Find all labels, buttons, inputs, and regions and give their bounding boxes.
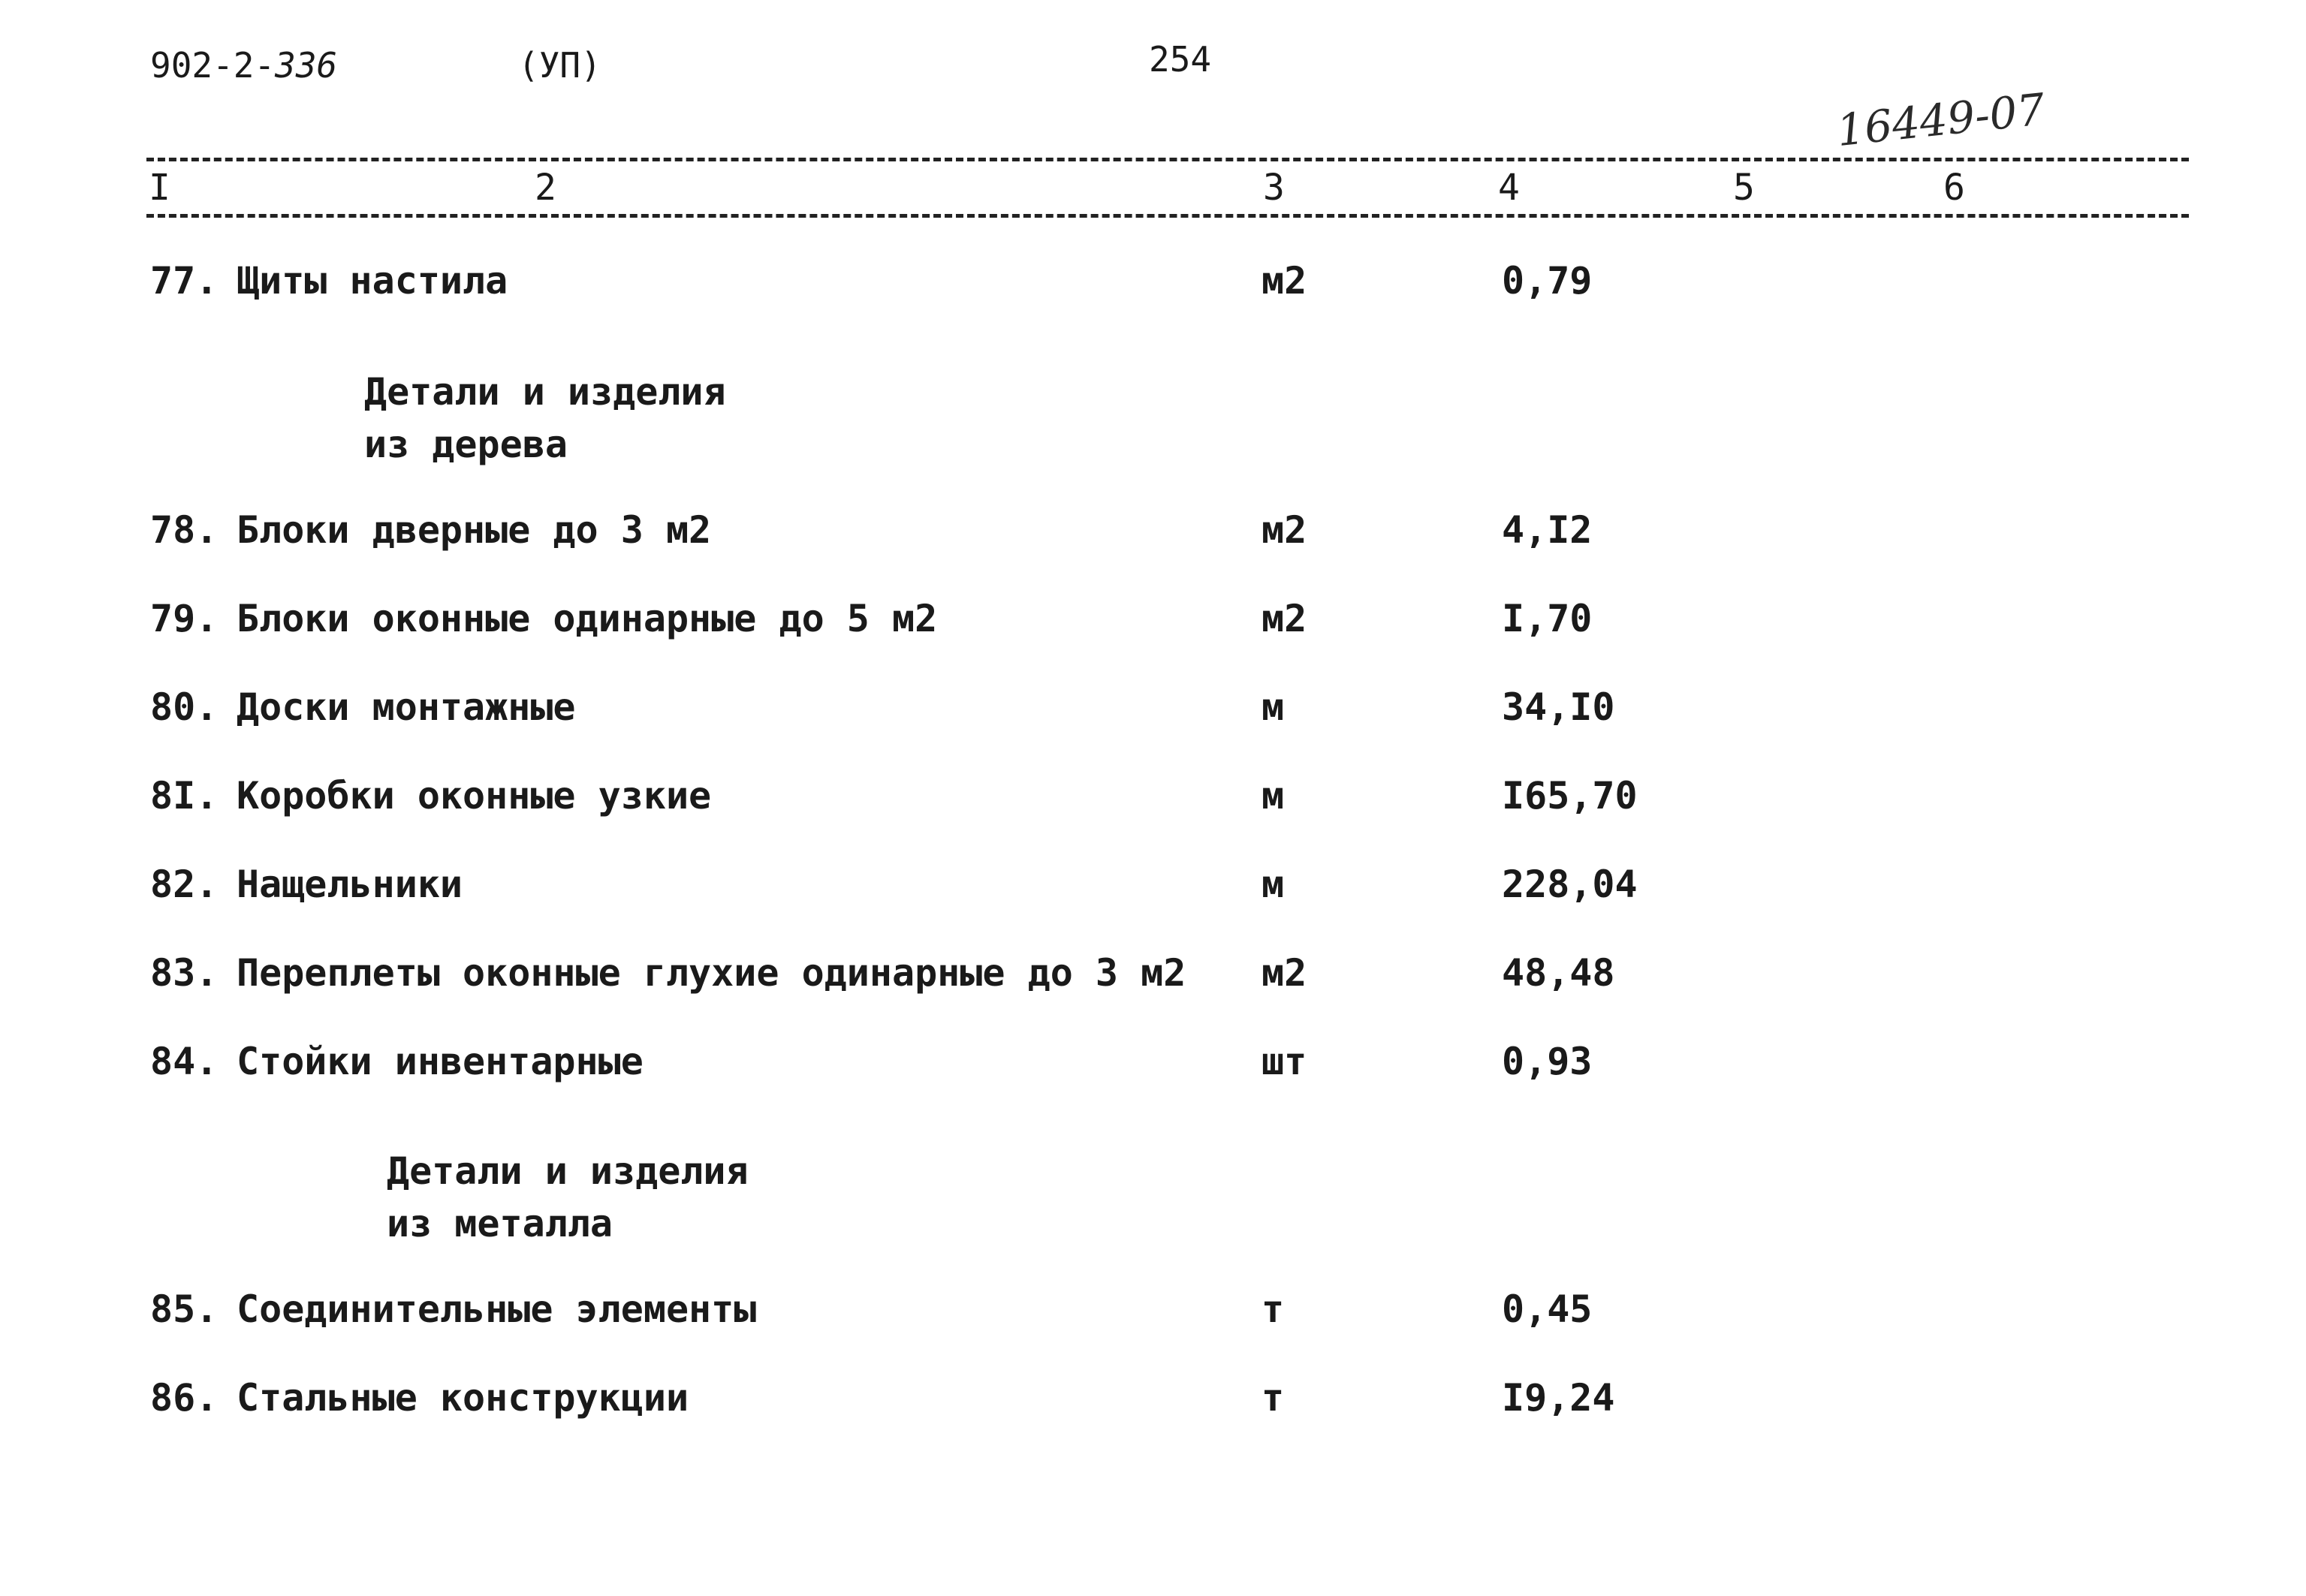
table-row xyxy=(0,774,2306,827)
row-quantity: 48,48 xyxy=(1502,951,1615,995)
row-name: Блоки дверные до 3 м2 xyxy=(237,508,712,552)
row-unit: м2 xyxy=(1262,951,1307,995)
section-heading-line: Детали и изделия xyxy=(387,1149,749,1193)
row-number: 77. xyxy=(150,259,219,303)
row-quantity: 4,I2 xyxy=(1502,508,1593,552)
row-quantity: 228,04 xyxy=(1502,863,1638,906)
table-row xyxy=(0,1040,2306,1092)
column-number-4: 4 xyxy=(1498,167,1520,209)
column-number-1: I xyxy=(149,167,170,209)
row-number: 86. xyxy=(150,1376,219,1420)
row-number: 85. xyxy=(150,1287,219,1331)
document-code xyxy=(150,45,337,86)
row-quantity: 0,93 xyxy=(1502,1040,1593,1083)
table-row xyxy=(0,1287,2306,1340)
handwritten-reference: 16449-07 xyxy=(1834,83,2048,156)
row-number: 82. xyxy=(150,863,219,906)
row-unit: м xyxy=(1262,774,1285,818)
row-number: 84. xyxy=(150,1040,219,1083)
row-number: 8I. xyxy=(150,774,219,818)
row-unit: м xyxy=(1262,685,1285,729)
row-name: Переплеты оконные глухие одинарные до 3 м2 xyxy=(237,951,1186,995)
section-heading-line: из металла xyxy=(387,1202,613,1245)
row-name: Блоки оконные одинарные до 5 м2 xyxy=(237,597,938,640)
table-row xyxy=(0,597,2306,649)
section-heading-line: Детали и изделия xyxy=(364,370,726,414)
page-number: 254 xyxy=(1149,39,1212,80)
row-quantity: I,70 xyxy=(1502,597,1593,640)
row-unit: шт xyxy=(1262,1040,1307,1083)
row-name: Щиты настила xyxy=(237,259,508,303)
header-rule-top xyxy=(146,158,2189,161)
header-rule-bottom xyxy=(146,214,2189,218)
row-unit: т xyxy=(1262,1376,1285,1420)
table-row xyxy=(0,951,2306,1004)
row-name: Доски монтажные xyxy=(237,685,576,729)
row-name: Стойки инвентарные xyxy=(237,1040,644,1083)
document-code-suffix: 336 xyxy=(275,45,338,86)
row-number: 78. xyxy=(150,508,219,552)
row-name: Коробки оконные узкие xyxy=(237,774,712,818)
row-unit: т xyxy=(1262,1287,1285,1331)
row-quantity: 34,I0 xyxy=(1502,685,1615,729)
column-number-5: 5 xyxy=(1733,167,1755,209)
row-quantity: I9,24 xyxy=(1502,1376,1615,1420)
table-row xyxy=(0,1376,2306,1429)
row-unit: м2 xyxy=(1262,597,1307,640)
row-name: Нащельники xyxy=(237,863,463,906)
row-name: Соединительные элементы xyxy=(237,1287,757,1331)
document-code-prefix: 902-2- xyxy=(150,45,276,86)
section-heading-line: из дерева xyxy=(364,423,568,466)
table-row xyxy=(0,863,2306,915)
row-quantity: I65,70 xyxy=(1502,774,1638,818)
table-row xyxy=(0,508,2306,561)
row-number: 79. xyxy=(150,597,219,640)
row-name: Стальные конструкции xyxy=(237,1376,689,1420)
row-quantity: 0,79 xyxy=(1502,259,1593,303)
section-heading-metal xyxy=(387,1145,749,1250)
row-number: 80. xyxy=(150,685,219,729)
row-unit: м2 xyxy=(1262,259,1307,303)
document-subtitle: (УП) xyxy=(518,45,601,86)
row-unit: м xyxy=(1262,863,1285,906)
column-number-2: 2 xyxy=(535,167,556,209)
row-quantity: 0,45 xyxy=(1502,1287,1593,1331)
table-row xyxy=(0,685,2306,738)
table-row xyxy=(0,259,2306,312)
row-unit: м2 xyxy=(1262,508,1307,552)
column-number-3: 3 xyxy=(1263,167,1285,209)
section-heading-wood xyxy=(364,366,726,471)
column-number-6: 6 xyxy=(1943,167,1965,209)
row-number: 83. xyxy=(150,951,219,995)
